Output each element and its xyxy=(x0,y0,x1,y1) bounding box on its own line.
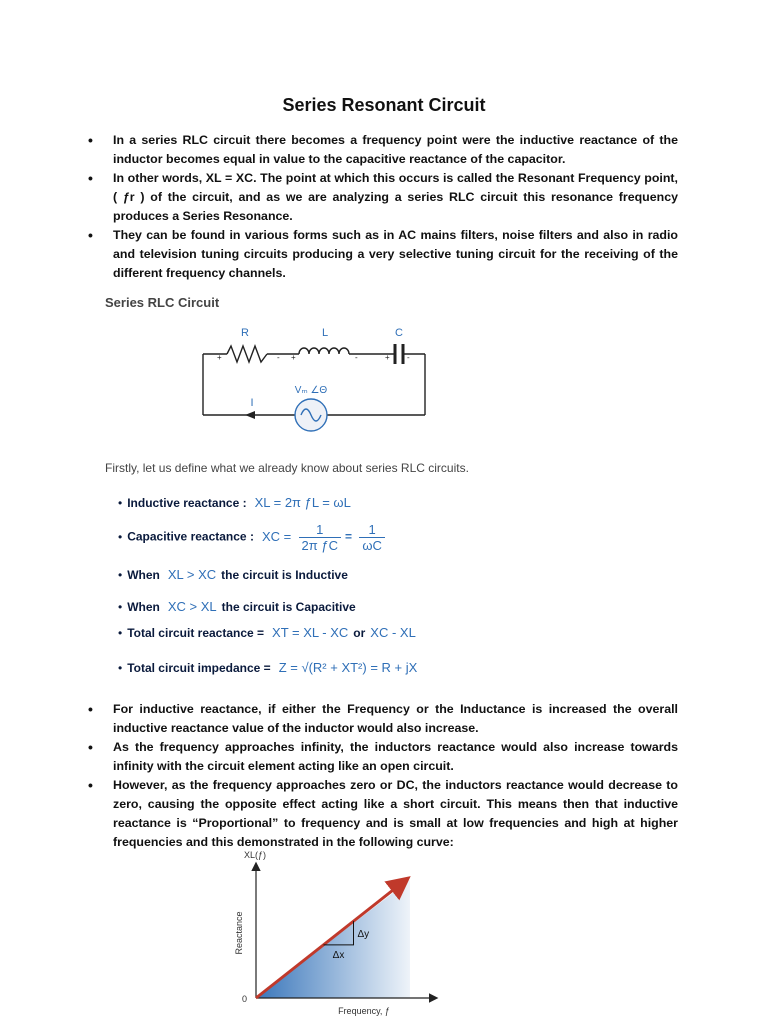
polarity-plus: + xyxy=(291,353,296,362)
origin-label: 0 xyxy=(242,994,248,1004)
dx-label: Δx xyxy=(332,949,345,961)
circuit-caption: Series RLC Circuit xyxy=(105,295,220,310)
polarity-minus: - xyxy=(355,353,358,362)
x-axis-label: Frequency, ƒ xyxy=(338,1006,390,1016)
polarity-minus: - xyxy=(277,353,280,362)
current-label: I xyxy=(250,397,254,409)
intro-text: Firstly, let us define what we already know about series RLC circuits. xyxy=(105,461,469,475)
polarity-minus: - xyxy=(407,353,410,362)
dy-label: Δy xyxy=(357,929,370,940)
source-label: Vₘ ∠Θ xyxy=(294,385,328,396)
page-title: Series Resonant Circuit xyxy=(282,95,486,115)
capacitor-symbol xyxy=(395,344,403,364)
formula-inductive-reactance: • Inductive reactance : XL = 2π ƒL = ωL xyxy=(118,495,351,510)
y-axis-label: Reactance xyxy=(234,911,244,955)
polarity-plus: + xyxy=(385,353,390,362)
formula-total-reactance: • Total circuit reactance = XT = XL - XC or XC - XL xyxy=(118,625,416,640)
capacitor-label: C xyxy=(395,327,403,339)
reactance-frequency-chart xyxy=(230,850,450,1020)
bottom-bullet-list xyxy=(88,700,678,852)
list-item: • They can be found in various forms such as in AC mains filters, noise filters and also in radio and television tuning circuits producing a very selective tuning circuit for the receiving of the different frequency channels. xyxy=(88,226,678,283)
list-item: • As the frequency approaches infinity, the inductors reactance would also increase towards infinity with the circuit element acting like an open circuit. xyxy=(88,738,678,776)
y-axis-top-label: XL(ƒ) xyxy=(244,850,267,860)
inductor-label: L xyxy=(321,327,329,339)
series-rlc-circuit-diagram xyxy=(195,320,435,440)
list-item: • However, as the frequency approaches zero or DC, the inductors reactance would decrease to zero, causing the opposite effect acting like a short circuit. This means then that inductive reactance is “Proportional” to frequency and is small at low frequencies and high at higher frequencies and this demonstrated in the following curve: xyxy=(88,776,678,852)
formula-capacitive-condition: • When XC > XL the circuit is Capacitive xyxy=(118,599,356,614)
fraction: $\frac{1}{\omega C}$ xyxy=(359,522,385,553)
polarity-plus: + xyxy=(217,353,222,362)
line-label: XL = 2πƒL xyxy=(308,893,356,905)
current-arrow-icon xyxy=(245,411,255,419)
top-bullet-list xyxy=(88,131,678,283)
list-item: • For inductive reactance, if either the Frequency or the Inductance is increased the overall inductive reactance value of the inductor would also increase. xyxy=(88,700,678,738)
inductor-symbol xyxy=(299,348,349,354)
formula-inductive-condition: • When XL > XC the circuit is Inductive xyxy=(118,567,348,582)
list-item: • In other words, XL = XC. The point at which this occurs is called the Resonant Frequency point, ( ƒr ) of the circuit, and as we are analyzing a series RLC circuit this resonance frequency produces a Series Resonance. xyxy=(88,169,678,226)
formula-capacitive-reactance: • Capacitive reactance : XC = $\frac{1}{\text{2π ƒC}}$ = $\frac{1}{\omega C}$ xyxy=(118,522,389,553)
fraction: $\frac{1}{\text{2π ƒC}}$ xyxy=(299,522,341,553)
resistor-symbol xyxy=(227,346,267,362)
list-item: • In a series RLC circuit there becomes a frequency point were the inductive reactance of the inductor becomes equal in value to the capacitive reactance of the capacitor. xyxy=(88,131,678,169)
formula-total-impedance: • Total circuit impedance = Z = √(R² + XT²) = R + jX xyxy=(118,660,418,675)
resistor-label: R xyxy=(241,327,249,339)
